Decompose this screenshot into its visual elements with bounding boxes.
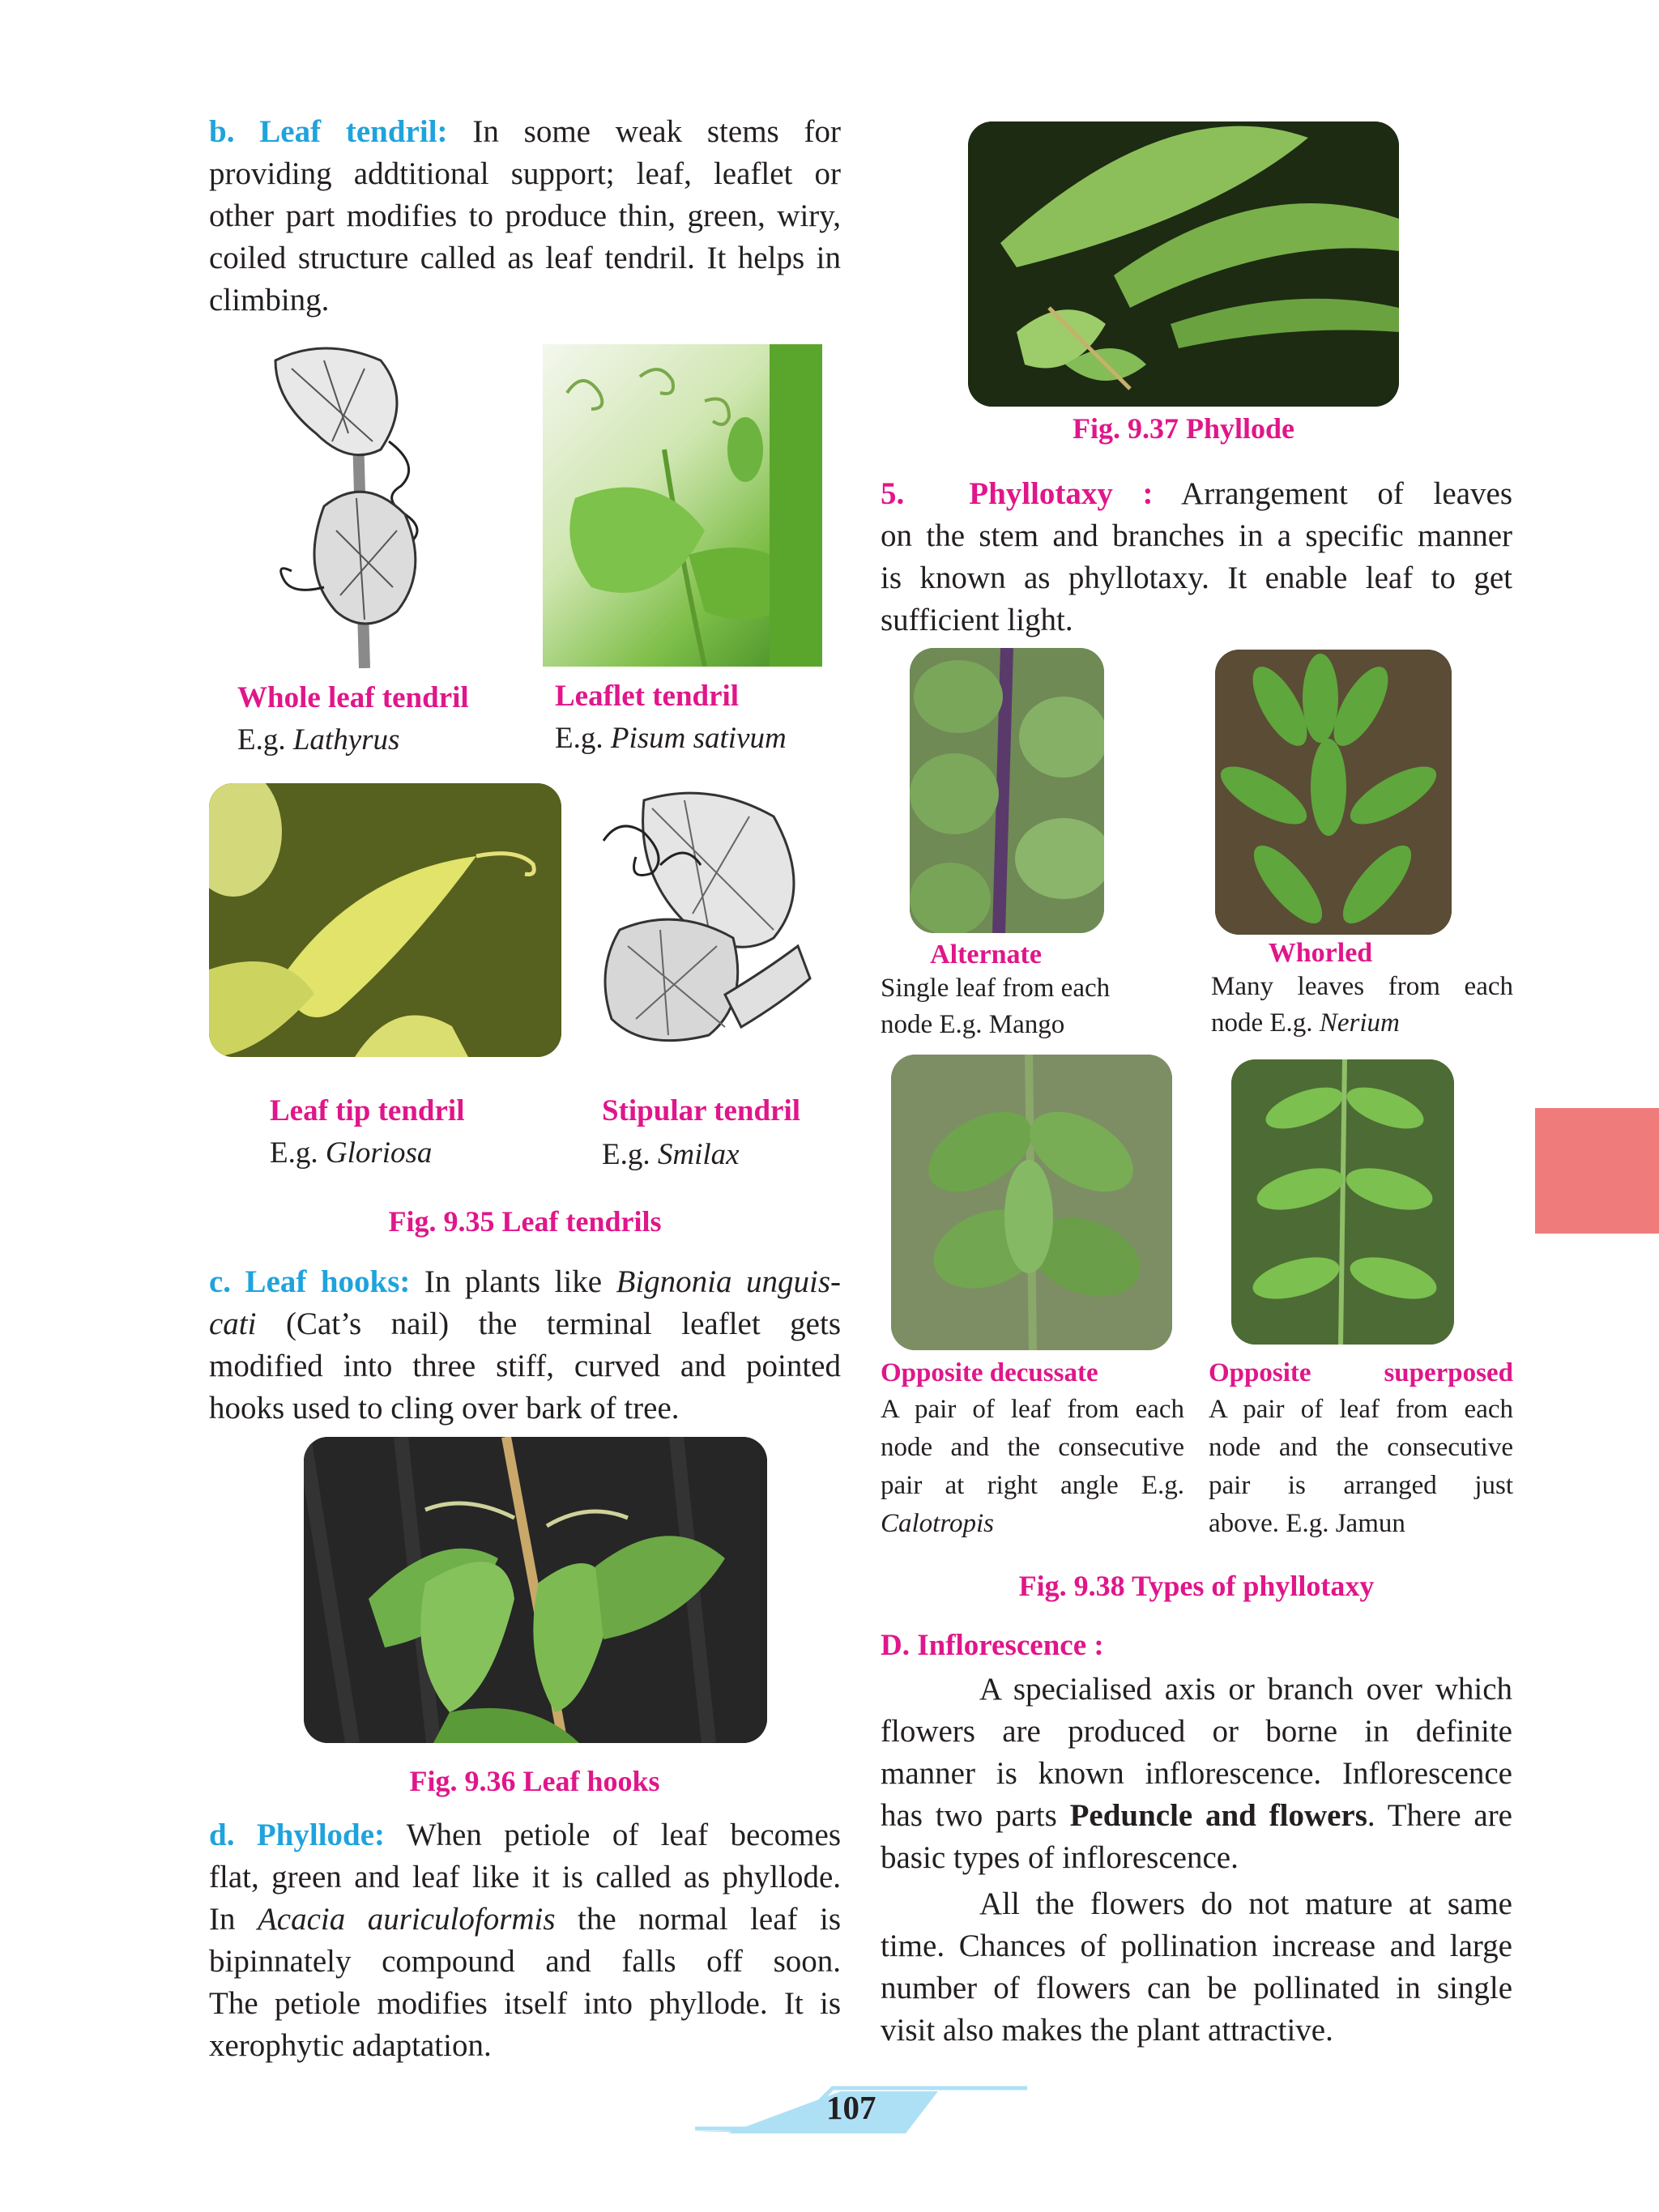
leaflet-tendril-caption [555,677,787,758]
phyllode-paragraph [209,1814,841,2067]
leaf-tip-tendril-caption [270,1092,464,1173]
whorled-caption [1211,938,1513,1042]
leaf-tip-tendril-title: Leaf tip tendril [270,1094,465,1127]
text-line: The petiole modifies itself into phyllode. It is [209,1986,841,2021]
bold-term: Peduncle and flowers [1069,1798,1367,1833]
text-line: (Cat’s nail) the terminal leaflet gets [286,1306,842,1341]
text-line: A pair of leaf from each [881,1395,1184,1424]
phyllode-image [968,121,1399,407]
phyllotaxy-paragraph [881,473,1512,641]
text-line: coiled structure called as leaf tendril. It helps in [209,241,841,275]
text-line: flat, green and leaf like it is called as phyllode. [209,1860,841,1894]
text-line: other part modifies to produce thin, green, wiry, [209,198,841,233]
leaf-tendril-label: b. Leaf tendril: [209,114,448,149]
leaf-hooks-image [304,1437,767,1743]
alternate-title: Alternate [930,940,1042,970]
text-line: visit also makes the plant attractive. [881,2013,1333,2048]
inflorescence-heading: D. Inflorescence : [881,1629,1104,1662]
fig-9-37-caption: Fig. 9.37 Phyllode [1072,412,1294,445]
text-line: When petiole of leaf becomes [406,1818,842,1852]
text-line: has two parts [881,1798,1057,1833]
text-line: pair is arranged just [1209,1471,1513,1500]
text-line: number of flowers can be pollinated in single [881,1971,1512,2005]
fig-9-35-caption: Fig. 9.35 Leaf tendrils [388,1205,662,1238]
species-name: Lathyrus [292,723,400,757]
leaflet-tendril-title: Leaflet tendril [555,680,740,713]
text-line: Single leaf from each [881,974,1111,1003]
whole-leaf-tendril-caption [237,679,469,760]
inflorescence-paragraph-2 [881,1883,1512,2052]
text-line: In plants like [424,1264,603,1299]
species-name: Bignonia unguis- [616,1264,842,1299]
leaf-hooks-label: c. Leaf hooks: [209,1264,411,1299]
text-line: climbing. [209,283,330,318]
species-name: Acacia auriculoformis [257,1902,556,1937]
text-line: basic types of inflorescence. [881,1840,1239,1875]
text-line: is known as phyllotaxy. It enable leaf to get [881,560,1512,595]
stipular-tendril-caption [602,1092,800,1174]
text-line: node E.g. [1211,1008,1313,1038]
eg-label: E.g. [602,1138,650,1171]
whorled-title: Whorled [1268,938,1373,968]
species-name: Gloriosa [325,1136,433,1170]
species-name: Smilax [657,1138,740,1171]
opposite-decussate-image [891,1055,1172,1350]
text-line: pair at right angle E.g. [881,1471,1184,1500]
text-line: the normal leaf is [578,1902,841,1937]
text-line: hooks used to cling over bark of tree. [209,1391,680,1426]
stipular-tendril-title: Stipular tendril [602,1094,800,1127]
species-name: cati [209,1306,257,1341]
opposite-decussate-title: Opposite decussate [881,1358,1098,1387]
fig-9-38-caption: Fig. 9.38 Types of phyllotaxy [1018,1570,1375,1602]
opposite-superposed-image [1231,1059,1454,1345]
inflorescence-paragraph-1 [881,1669,1512,1879]
text-line: node E.g. Mango [881,1010,1065,1039]
text-line: sufficient light. [881,603,1073,637]
alternate-phyllotaxy-image [910,648,1104,933]
text-line: In [209,1902,236,1937]
whorled-phyllotaxy-image [1215,650,1452,935]
whole-leaf-tendril-title: Whole leaf tendril [237,681,469,714]
text-line: node and the consecutive [881,1433,1184,1462]
text-line: . There are [1367,1798,1512,1833]
text-line: providing addtitional support; leaf, leaflet or [209,156,841,191]
phyllode-label: d. Phyllode: [209,1818,386,1852]
text-line: xerophytic adaptation. [209,2028,492,2063]
eg-label: E.g. [555,722,603,755]
text-line: Many leaves from each [1211,972,1513,1001]
species-name: Nerium [1319,1008,1400,1038]
text-line: time. Chances of pollination increase and large [881,1929,1512,1963]
eg-label: E.g. [237,723,286,757]
text-line: A specialised axis or branch over which [979,1672,1512,1707]
text-line: flowers are produced or borne in definite [881,1714,1512,1749]
chapter-edge-tab [1535,1108,1659,1234]
whole-leaf-tendril-drawing [259,344,437,668]
phyllotaxy-number: 5. [881,476,905,511]
stipular-tendril-drawing [587,784,822,1058]
leaf-hooks-paragraph [209,1261,841,1430]
opposite-decussate-caption [881,1355,1184,1543]
text-line: bipinnately compound and falls off soon. [209,1944,841,1979]
text-line: In some weak stems for [472,114,841,149]
leaflet-tendril-image [543,344,822,667]
eg-label: E.g. [270,1136,318,1170]
text-line: above. E.g. Jamun [1209,1509,1405,1538]
text-line: on the stem and branches in a specific manner [881,518,1512,553]
phyllotaxy-label: Phyllotaxy : [969,476,1154,511]
text-line: Arrangement of leaves [1181,476,1512,511]
text-line: node and the consecutive [1209,1433,1513,1462]
alternate-caption [881,940,1156,1043]
leaf-tendril-paragraph [209,111,841,322]
opposite-superposed-caption [1209,1355,1513,1543]
text-line: modified into three stiff, curved and pointed [209,1349,841,1383]
text-line: All the flowers do not mature at same [979,1886,1512,1921]
fig-9-36-caption: Fig. 9.36 Leaf hooks [409,1765,660,1797]
title-part: superposed [1384,1358,1513,1387]
leaf-tip-tendril-image [209,783,561,1057]
opposite-superposed-title [1209,1355,1513,1391]
species-name: Pisum sativum [610,722,787,755]
text-line: A pair of leaf from each [1209,1395,1513,1424]
page-number: 107 [826,2089,876,2126]
text-line: manner is known inflorescence. Inflorescence [881,1756,1512,1791]
title-part: Opposite [1209,1358,1311,1387]
species-name: Calotropis [881,1509,994,1538]
